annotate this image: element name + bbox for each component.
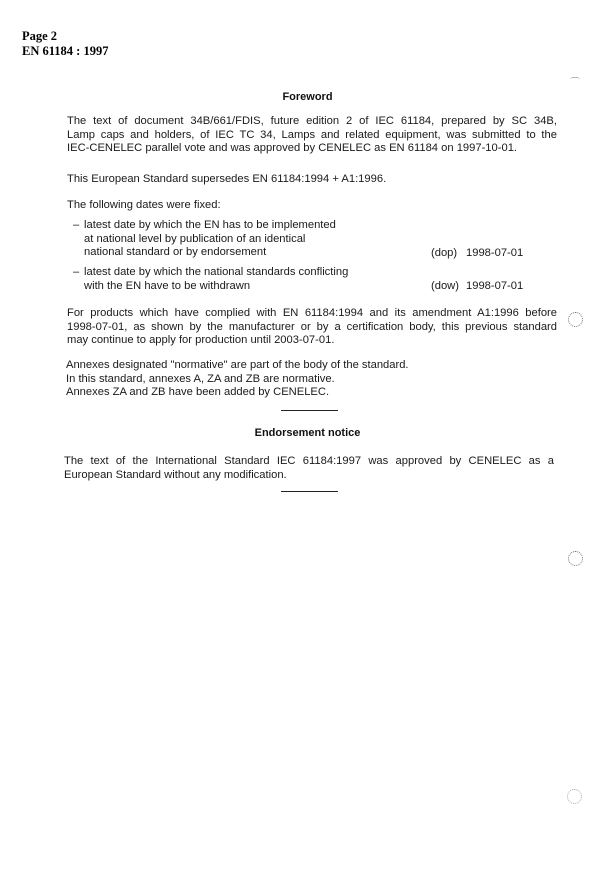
text-line: For products which have complied with EN 61184:1994 and its amendment A1:1996 before xyxy=(67,307,557,319)
endorsement-paragraph xyxy=(64,455,554,482)
scan-mark-icon: ⌒ xyxy=(570,78,580,89)
text-line: 1998-07-01, as shown by the manufacturer or by a certification body, this previous standard xyxy=(67,320,557,333)
text-line: may continue to apply for production until 2003-07-01. xyxy=(67,334,335,346)
foreword-paragraph-1 xyxy=(67,115,557,156)
text-line: IEC-CENELEC parallel vote and was approved by CENELEC as EN 61184 on 1997-10-01. xyxy=(67,142,518,154)
date-value: 1998-07-01 xyxy=(466,280,524,292)
date-item-text xyxy=(84,219,414,260)
section-divider xyxy=(281,410,338,411)
foreword-paragraph-4 xyxy=(67,307,557,348)
punch-hole-icon xyxy=(568,312,583,327)
text-line: at national level by publication of an identical xyxy=(84,232,306,245)
text-line: In this standard, annexes A, ZA and ZB are normative. xyxy=(66,372,335,385)
list-dash: – xyxy=(73,266,80,278)
date-code: (dop) xyxy=(431,247,458,259)
date-value: 1998-07-01 xyxy=(466,247,524,259)
punch-hole-icon xyxy=(568,551,583,566)
date-item-text xyxy=(84,266,414,293)
punch-hole-icon xyxy=(567,789,582,804)
foreword-paragraph-3: The following dates were fixed: xyxy=(67,199,221,211)
foreword-paragraph-5 xyxy=(66,359,556,400)
text-line: The text of the International Standard IEC 61184:1997 was approved by CENELEC as a xyxy=(64,455,554,467)
text-line: The text of document 34B/661/FDIS, future edition 2 of IEC 61184, prepared by SC 34B, xyxy=(67,115,557,127)
page-number: Page 2 xyxy=(22,29,58,43)
text-line: with the EN have to be withdrawn xyxy=(84,279,251,292)
list-dash: – xyxy=(73,219,80,231)
standard-reference: EN 61184 : 1997 xyxy=(22,44,109,58)
text-line: Annexes ZA and ZB have been added by CENELEC. xyxy=(66,386,330,398)
text-line: national standard or by endorsement xyxy=(84,246,267,258)
text-line: European Standard without any modification. xyxy=(64,468,287,481)
foreword-paragraph-2: This European Standard supersedes EN 61184:1994 + A1:1996. xyxy=(67,173,387,185)
end-divider xyxy=(281,491,338,492)
text-line: Annexes designated "normative" are part of the body of the standard. xyxy=(66,359,409,371)
text-line: Lamp caps and holders, of IEC TC 34, Lamps and related equipment, was submitted to the xyxy=(67,128,557,141)
text-line: latest date by which the EN has to be implemented xyxy=(84,219,336,231)
date-code: (dow) xyxy=(431,280,459,292)
foreword-title: Foreword xyxy=(282,91,333,103)
text-line: latest date by which the national standards conflicting xyxy=(84,266,349,278)
endorsement-title: Endorsement notice xyxy=(254,427,361,439)
